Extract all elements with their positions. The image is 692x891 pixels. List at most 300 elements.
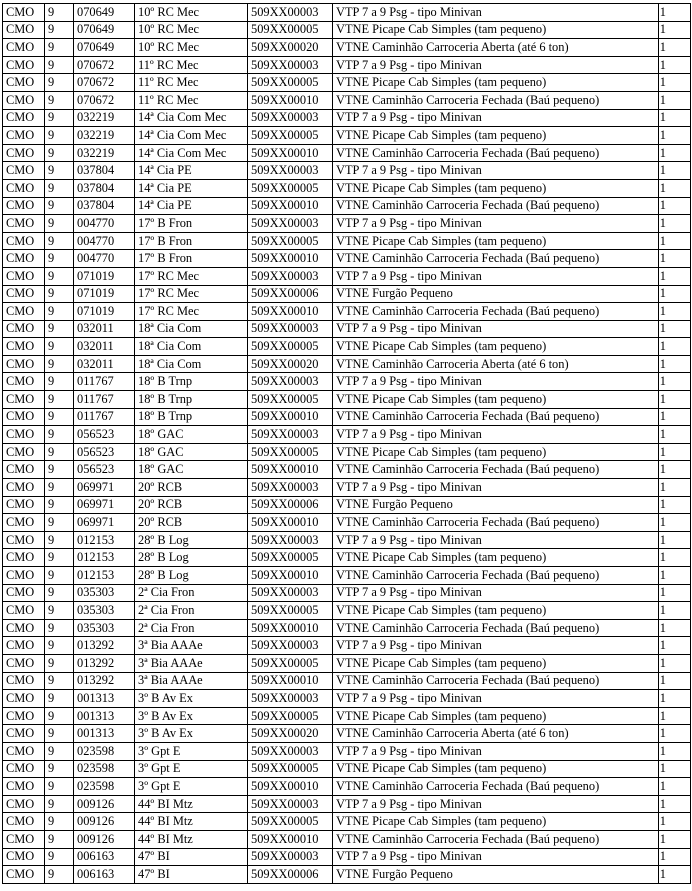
region-cell: 9 [45, 866, 74, 884]
unit-cell: 14ª Cia Com Mec [135, 109, 248, 127]
unit-cell: 11º RC Mec [135, 91, 248, 109]
table-row [3, 74, 691, 92]
command-cell: CMO [3, 56, 45, 74]
quantity-cell: 1 [659, 778, 691, 796]
table-row [3, 848, 691, 866]
code-cell: 032219 [74, 127, 135, 145]
item-code-cell: 509XX00010 [248, 567, 333, 585]
table-row [3, 584, 691, 602]
command-cell: CMO [3, 619, 45, 637]
quantity-cell: 1 [659, 866, 691, 884]
vehicle-description-cell: VTP 7 a 9 Psg - tipo Minivan [333, 56, 659, 74]
quantity-cell: 1 [659, 74, 691, 92]
code-cell: 035303 [74, 602, 135, 620]
quantity-cell: 1 [659, 4, 691, 22]
item-code-cell: 509XX00003 [248, 373, 333, 391]
code-cell: 035303 [74, 584, 135, 602]
unit-cell: 3º B Av Ex [135, 690, 248, 708]
item-code-cell: 509XX00005 [248, 813, 333, 831]
quantity-cell: 1 [659, 707, 691, 725]
item-code-cell: 509XX00010 [248, 461, 333, 479]
table-row [3, 654, 691, 672]
region-cell: 9 [45, 830, 74, 848]
code-cell: 004770 [74, 250, 135, 268]
unit-cell: 17º B Fron [135, 232, 248, 250]
unit-cell: 28º B Log [135, 549, 248, 567]
command-cell: CMO [3, 602, 45, 620]
table-row [3, 461, 691, 479]
code-cell: 070649 [74, 39, 135, 57]
code-cell: 006163 [74, 866, 135, 884]
code-cell: 056523 [74, 461, 135, 479]
unit-cell: 18º B Trnp [135, 408, 248, 426]
unit-cell: 18º B Trnp [135, 391, 248, 409]
table-body [3, 4, 691, 884]
unit-cell: 17º RC Mec [135, 267, 248, 285]
vehicle-description-cell: VTNE Caminhão Carroceria Fechada (Baú pequeno) [333, 91, 659, 109]
vehicle-description-cell: VTNE Furgão Pequeno [333, 496, 659, 514]
table-row [3, 602, 691, 620]
table-row [3, 795, 691, 813]
code-cell: 009126 [74, 795, 135, 813]
table-row [3, 742, 691, 760]
table-row [3, 391, 691, 409]
item-code-cell: 509XX00006 [248, 866, 333, 884]
vehicle-description-cell: VTP 7 a 9 Psg - tipo Minivan [333, 373, 659, 391]
command-cell: CMO [3, 373, 45, 391]
vehicle-description-cell: VTP 7 a 9 Psg - tipo Minivan [333, 4, 659, 22]
command-cell: CMO [3, 778, 45, 796]
region-cell: 9 [45, 4, 74, 22]
table-row [3, 162, 691, 180]
item-code-cell: 509XX00005 [248, 21, 333, 39]
unit-cell: 18º GAC [135, 426, 248, 444]
vehicle-description-cell: VTP 7 a 9 Psg - tipo Minivan [333, 690, 659, 708]
region-cell: 9 [45, 91, 74, 109]
item-code-cell: 509XX00003 [248, 690, 333, 708]
item-code-cell: 509XX00003 [248, 267, 333, 285]
unit-cell: 3ª Bia AAAe [135, 654, 248, 672]
region-cell: 9 [45, 215, 74, 233]
region-cell: 9 [45, 584, 74, 602]
code-cell: 032011 [74, 338, 135, 356]
region-cell: 9 [45, 443, 74, 461]
vehicle-description-cell: VTNE Picape Cab Simples (tam pequeno) [333, 443, 659, 461]
region-cell: 9 [45, 654, 74, 672]
quantity-cell: 1 [659, 320, 691, 338]
table-row [3, 39, 691, 57]
unit-cell: 18ª Cia Com [135, 355, 248, 373]
vehicle-description-cell: VTNE Caminhão Carroceria Fechada (Baú pequeno) [333, 619, 659, 637]
vehicle-description-cell: VTNE Picape Cab Simples (tam pequeno) [333, 74, 659, 92]
code-cell: 011767 [74, 391, 135, 409]
vehicle-description-cell: VTNE Caminhão Carroceria Fechada (Baú pequeno) [333, 778, 659, 796]
code-cell: 069971 [74, 514, 135, 532]
region-cell: 9 [45, 496, 74, 514]
unit-cell: 14ª Cia PE [135, 197, 248, 215]
vehicle-description-cell: VTNE Picape Cab Simples (tam pequeno) [333, 338, 659, 356]
item-code-cell: 509XX00005 [248, 549, 333, 567]
item-code-cell: 509XX00003 [248, 426, 333, 444]
command-cell: CMO [3, 179, 45, 197]
table-row [3, 285, 691, 303]
code-cell: 070649 [74, 4, 135, 22]
quantity-cell: 1 [659, 355, 691, 373]
item-code-cell: 509XX00005 [248, 707, 333, 725]
table-row [3, 197, 691, 215]
vehicle-description-cell: VTNE Picape Cab Simples (tam pequeno) [333, 707, 659, 725]
vehicle-description-cell: VTNE Furgão Pequeno [333, 866, 659, 884]
item-code-cell: 509XX00003 [248, 479, 333, 497]
unit-cell: 10º RC Mec [135, 21, 248, 39]
vehicle-description-cell: VTP 7 a 9 Psg - tipo Minivan [333, 267, 659, 285]
table-row [3, 567, 691, 585]
unit-cell: 17º B Fron [135, 215, 248, 233]
code-cell: 037804 [74, 162, 135, 180]
command-cell: CMO [3, 109, 45, 127]
unit-cell: 3º Gpt E [135, 742, 248, 760]
unit-cell: 28º B Log [135, 531, 248, 549]
command-cell: CMO [3, 795, 45, 813]
quantity-cell: 1 [659, 795, 691, 813]
item-code-cell: 509XX00006 [248, 496, 333, 514]
code-cell: 071019 [74, 303, 135, 321]
unit-cell: 20º RCB [135, 514, 248, 532]
vehicle-description-cell: VTNE Caminhão Carroceria Aberta (até 6 ton) [333, 39, 659, 57]
table-row [3, 408, 691, 426]
unit-cell: 18º B Trnp [135, 373, 248, 391]
item-code-cell: 509XX00005 [248, 127, 333, 145]
code-cell: 071019 [74, 285, 135, 303]
code-cell: 037804 [74, 179, 135, 197]
command-cell: CMO [3, 74, 45, 92]
region-cell: 9 [45, 144, 74, 162]
quantity-cell: 1 [659, 584, 691, 602]
region-cell: 9 [45, 461, 74, 479]
vehicle-description-cell: VTP 7 a 9 Psg - tipo Minivan [333, 742, 659, 760]
vehicle-description-cell: VTNE Picape Cab Simples (tam pequeno) [333, 549, 659, 567]
code-cell: 001313 [74, 690, 135, 708]
quantity-cell: 1 [659, 461, 691, 479]
region-cell: 9 [45, 672, 74, 690]
command-cell: CMO [3, 496, 45, 514]
quantity-cell: 1 [659, 426, 691, 444]
code-cell: 069971 [74, 496, 135, 514]
region-cell: 9 [45, 778, 74, 796]
vehicle-description-cell: VTNE Caminhão Carroceria Fechada (Baú pequeno) [333, 461, 659, 479]
table-row [3, 320, 691, 338]
vehicle-description-cell: VTP 7 a 9 Psg - tipo Minivan [333, 584, 659, 602]
code-cell: 013292 [74, 654, 135, 672]
quantity-cell: 1 [659, 39, 691, 57]
vehicle-description-cell: VTNE Caminhão Carroceria Fechada (Baú pequeno) [333, 303, 659, 321]
unit-cell: 2ª Cia Fron [135, 584, 248, 602]
unit-cell: 44º BI Mtz [135, 830, 248, 848]
code-cell: 070672 [74, 56, 135, 74]
table-row [3, 21, 691, 39]
unit-cell: 11º RC Mec [135, 56, 248, 74]
item-code-cell: 509XX00010 [248, 619, 333, 637]
region-cell: 9 [45, 179, 74, 197]
table-row [3, 672, 691, 690]
item-code-cell: 509XX00003 [248, 109, 333, 127]
table-row [3, 866, 691, 884]
table-row [3, 760, 691, 778]
code-cell: 037804 [74, 197, 135, 215]
region-cell: 9 [45, 355, 74, 373]
code-cell: 070672 [74, 91, 135, 109]
table-row [3, 514, 691, 532]
table-row [3, 338, 691, 356]
item-code-cell: 509XX00003 [248, 637, 333, 655]
vehicle-description-cell: VTNE Caminhão Carroceria Fechada (Baú pequeno) [333, 672, 659, 690]
region-cell: 9 [45, 74, 74, 92]
quantity-cell: 1 [659, 197, 691, 215]
item-code-cell: 509XX00020 [248, 39, 333, 57]
code-cell: 032011 [74, 355, 135, 373]
item-code-cell: 509XX00005 [248, 602, 333, 620]
vehicle-description-cell: VTNE Picape Cab Simples (tam pequeno) [333, 760, 659, 778]
code-cell: 013292 [74, 637, 135, 655]
command-cell: CMO [3, 549, 45, 567]
quantity-cell: 1 [659, 21, 691, 39]
unit-cell: 3º B Av Ex [135, 725, 248, 743]
command-cell: CMO [3, 813, 45, 831]
region-cell: 9 [45, 707, 74, 725]
table-row [3, 426, 691, 444]
item-code-cell: 509XX00005 [248, 391, 333, 409]
vehicle-description-cell: VTNE Caminhão Carroceria Fechada (Baú pequeno) [333, 514, 659, 532]
code-cell: 056523 [74, 443, 135, 461]
region-cell: 9 [45, 479, 74, 497]
region-cell: 9 [45, 250, 74, 268]
vehicle-description-cell: VTP 7 a 9 Psg - tipo Minivan [333, 637, 659, 655]
vehicle-description-cell: VTNE Caminhão Carroceria Aberta (até 6 ton) [333, 355, 659, 373]
item-code-cell: 509XX00010 [248, 778, 333, 796]
table-row [3, 373, 691, 391]
unit-cell: 18º GAC [135, 443, 248, 461]
command-cell: CMO [3, 426, 45, 444]
command-cell: CMO [3, 250, 45, 268]
code-cell: 023598 [74, 760, 135, 778]
item-code-cell: 509XX00003 [248, 162, 333, 180]
item-code-cell: 509XX00005 [248, 654, 333, 672]
table-row [3, 4, 691, 22]
quantity-cell: 1 [659, 619, 691, 637]
region-cell: 9 [45, 21, 74, 39]
vehicle-description-cell: VTP 7 a 9 Psg - tipo Minivan [333, 795, 659, 813]
code-cell: 023598 [74, 742, 135, 760]
region-cell: 9 [45, 567, 74, 585]
unit-cell: 2ª Cia Fron [135, 602, 248, 620]
command-cell: CMO [3, 320, 45, 338]
unit-cell: 10º RC Mec [135, 4, 248, 22]
quantity-cell: 1 [659, 514, 691, 532]
region-cell: 9 [45, 408, 74, 426]
item-code-cell: 509XX00003 [248, 4, 333, 22]
command-cell: CMO [3, 742, 45, 760]
code-cell: 070672 [74, 74, 135, 92]
vehicle-allocation-table [2, 3, 691, 884]
command-cell: CMO [3, 725, 45, 743]
quantity-cell: 1 [659, 303, 691, 321]
quantity-cell: 1 [659, 285, 691, 303]
quantity-cell: 1 [659, 760, 691, 778]
code-cell: 004770 [74, 232, 135, 250]
quantity-cell: 1 [659, 813, 691, 831]
vehicle-description-cell: VTNE Picape Cab Simples (tam pequeno) [333, 813, 659, 831]
region-cell: 9 [45, 285, 74, 303]
code-cell: 012153 [74, 531, 135, 549]
region-cell: 9 [45, 109, 74, 127]
vehicle-description-cell: VTNE Furgão Pequeno [333, 285, 659, 303]
command-cell: CMO [3, 690, 45, 708]
table-row [3, 355, 691, 373]
unit-cell: 3º Gpt E [135, 778, 248, 796]
vehicle-description-cell: VTP 7 a 9 Psg - tipo Minivan [333, 109, 659, 127]
code-cell: 012153 [74, 549, 135, 567]
command-cell: CMO [3, 21, 45, 39]
region-cell: 9 [45, 742, 74, 760]
region-cell: 9 [45, 162, 74, 180]
code-cell: 011767 [74, 408, 135, 426]
item-code-cell: 509XX00005 [248, 74, 333, 92]
item-code-cell: 509XX00010 [248, 250, 333, 268]
quantity-cell: 1 [659, 91, 691, 109]
table-row [3, 144, 691, 162]
item-code-cell: 509XX00010 [248, 514, 333, 532]
unit-cell: 14ª Cia Com Mec [135, 144, 248, 162]
item-code-cell: 509XX00010 [248, 197, 333, 215]
region-cell: 9 [45, 303, 74, 321]
quantity-cell: 1 [659, 549, 691, 567]
item-code-cell: 509XX00010 [248, 303, 333, 321]
command-cell: CMO [3, 408, 45, 426]
code-cell: 056523 [74, 426, 135, 444]
command-cell: CMO [3, 285, 45, 303]
item-code-cell: 509XX00010 [248, 830, 333, 848]
unit-cell: 3ª Bia AAAe [135, 672, 248, 690]
region-cell: 9 [45, 725, 74, 743]
vehicle-description-cell: VTNE Caminhão Carroceria Fechada (Baú pequeno) [333, 408, 659, 426]
quantity-cell: 1 [659, 373, 691, 391]
vehicle-description-cell: VTNE Picape Cab Simples (tam pequeno) [333, 179, 659, 197]
table-row [3, 830, 691, 848]
code-cell: 035303 [74, 619, 135, 637]
table-row [3, 619, 691, 637]
unit-cell: 20º RCB [135, 479, 248, 497]
command-cell: CMO [3, 197, 45, 215]
quantity-cell: 1 [659, 742, 691, 760]
quantity-cell: 1 [659, 654, 691, 672]
unit-cell: 18ª Cia Com [135, 320, 248, 338]
unit-cell: 11º RC Mec [135, 74, 248, 92]
quantity-cell: 1 [659, 109, 691, 127]
item-code-cell: 509XX00003 [248, 531, 333, 549]
vehicle-description-cell: VTNE Caminhão Carroceria Fechada (Baú pequeno) [333, 830, 659, 848]
command-cell: CMO [3, 338, 45, 356]
table-row [3, 250, 691, 268]
command-cell: CMO [3, 232, 45, 250]
unit-cell: 18º GAC [135, 461, 248, 479]
item-code-cell: 509XX00005 [248, 443, 333, 461]
unit-cell: 17º B Fron [135, 250, 248, 268]
vehicle-description-cell: VTNE Picape Cab Simples (tam pequeno) [333, 391, 659, 409]
region-cell: 9 [45, 391, 74, 409]
code-cell: 032011 [74, 320, 135, 338]
command-cell: CMO [3, 531, 45, 549]
vehicle-description-cell: VTNE Caminhão Carroceria Aberta (até 6 ton) [333, 725, 659, 743]
region-cell: 9 [45, 338, 74, 356]
region-cell: 9 [45, 426, 74, 444]
command-cell: CMO [3, 707, 45, 725]
command-cell: CMO [3, 39, 45, 57]
code-cell: 006163 [74, 848, 135, 866]
command-cell: CMO [3, 4, 45, 22]
item-code-cell: 509XX00006 [248, 285, 333, 303]
vehicle-description-cell: VTNE Picape Cab Simples (tam pequeno) [333, 602, 659, 620]
code-cell: 001313 [74, 707, 135, 725]
command-cell: CMO [3, 866, 45, 884]
region-cell: 9 [45, 267, 74, 285]
code-cell: 012153 [74, 567, 135, 585]
code-cell: 023598 [74, 778, 135, 796]
table-row [3, 725, 691, 743]
item-code-cell: 509XX00003 [248, 584, 333, 602]
table-row [3, 479, 691, 497]
command-cell: CMO [3, 654, 45, 672]
code-cell: 009126 [74, 830, 135, 848]
table-row [3, 109, 691, 127]
vehicle-description-cell: VTNE Picape Cab Simples (tam pequeno) [333, 127, 659, 145]
code-cell: 009126 [74, 813, 135, 831]
region-cell: 9 [45, 373, 74, 391]
table-row [3, 267, 691, 285]
item-code-cell: 509XX00003 [248, 320, 333, 338]
item-code-cell: 509XX00005 [248, 338, 333, 356]
item-code-cell: 509XX00020 [248, 725, 333, 743]
region-cell: 9 [45, 637, 74, 655]
quantity-cell: 1 [659, 144, 691, 162]
table-row [3, 303, 691, 321]
quantity-cell: 1 [659, 479, 691, 497]
command-cell: CMO [3, 443, 45, 461]
region-cell: 9 [45, 813, 74, 831]
quantity-cell: 1 [659, 56, 691, 74]
quantity-cell: 1 [659, 179, 691, 197]
vehicle-description-cell: VTP 7 a 9 Psg - tipo Minivan [333, 479, 659, 497]
table-row [3, 215, 691, 233]
region-cell: 9 [45, 232, 74, 250]
code-cell: 032219 [74, 144, 135, 162]
unit-cell: 17º RC Mec [135, 285, 248, 303]
unit-cell: 14ª Cia PE [135, 179, 248, 197]
item-code-cell: 509XX00005 [248, 232, 333, 250]
quantity-cell: 1 [659, 496, 691, 514]
region-cell: 9 [45, 197, 74, 215]
vehicle-description-cell: VTP 7 a 9 Psg - tipo Minivan [333, 531, 659, 549]
code-cell: 011767 [74, 373, 135, 391]
region-cell: 9 [45, 848, 74, 866]
table-row [3, 707, 691, 725]
vehicle-description-cell: VTNE Caminhão Carroceria Fechada (Baú pequeno) [333, 197, 659, 215]
quantity-cell: 1 [659, 672, 691, 690]
command-cell: CMO [3, 567, 45, 585]
quantity-cell: 1 [659, 443, 691, 461]
vehicle-description-cell: VTNE Picape Cab Simples (tam pequeno) [333, 654, 659, 672]
region-cell: 9 [45, 602, 74, 620]
region-cell: 9 [45, 127, 74, 145]
